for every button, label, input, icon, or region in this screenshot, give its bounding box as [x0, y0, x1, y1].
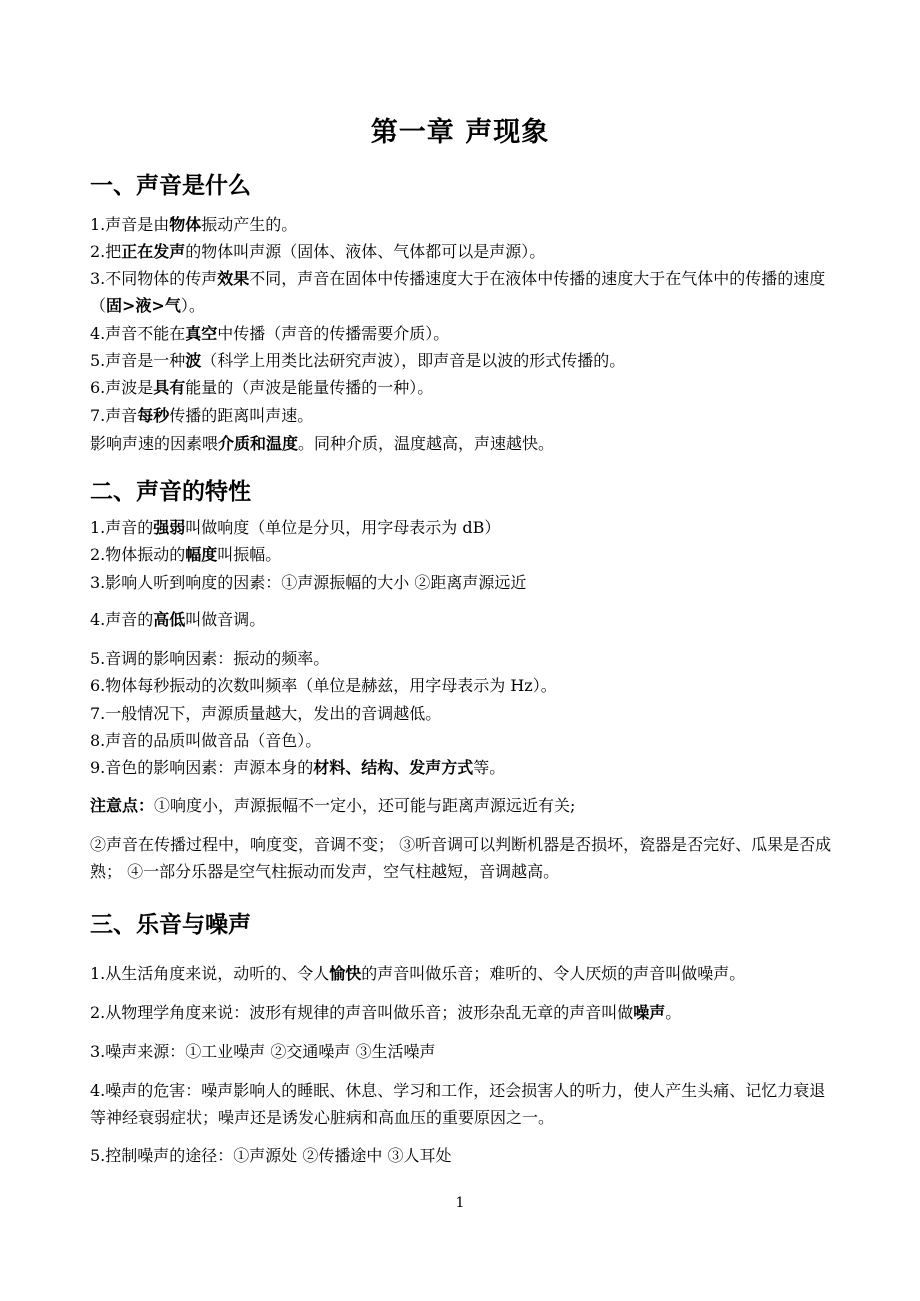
bold-term: 波	[185, 351, 202, 370]
chapter-title: 第一章 声现象	[370, 117, 550, 148]
paragraph: 3.噪声来源：①工业噪声 ②交通噪声 ③生活噪声	[90, 1042, 436, 1061]
bold-term: 具有	[153, 378, 186, 397]
paragraph: 1.从生活角度来说，动听的、令人愉快的声音叫做乐音；难听的、令人厌烦的声音叫做噪声。	[90, 964, 746, 983]
bold-term: 材料、结构、发声方式	[313, 758, 474, 777]
bold-term: 强弱	[153, 518, 186, 537]
paragraph: 影响声速的因素喂介质和温度。同种介质，温度越高，声速越快。	[90, 434, 555, 453]
paragraph: 5.音调的影响因素：振动的频率。	[90, 649, 330, 668]
paragraph: 2.物体振动的幅度叫振幅。	[90, 545, 282, 564]
bold-term: 每秒	[137, 406, 170, 425]
page-number: 1	[455, 1195, 465, 1211]
paragraph: 4.声音不能在真空中传播（声音的传播需要介质）。	[90, 324, 450, 343]
bold-term: 正在发声	[121, 242, 186, 261]
paragraph: 9.音色的影响因素：声源本身的材料、结构、发声方式等。	[90, 758, 506, 777]
paragraph: 6.声波是具有能量的（声波是能量传播的一种）。	[90, 378, 434, 397]
paragraph: 1.声音是由物体振动产生的。	[90, 215, 298, 234]
bold-term: 固>液>气	[106, 296, 181, 315]
bold-term: 真空	[185, 324, 218, 343]
paragraph: 7.声音每秒传播的距离叫声速。	[90, 406, 314, 425]
paragraph: 2.把正在发声的物体叫声源（固体、液体、气体都可以是声源）。	[90, 242, 546, 261]
paragraph: 8.声音的品质叫做音品（音色）。	[90, 731, 322, 750]
bold-term: 愉快	[329, 964, 362, 983]
bold-term: 物体	[169, 215, 202, 234]
paragraph: 7.一般情况下，声源质量越大，发出的音调越低。	[90, 704, 442, 723]
bold-term: 效果	[217, 269, 250, 288]
note-paragraph: 注意点：①响度小，声源振幅不一定小，还可能与距离声源远近有关;	[90, 796, 576, 815]
paragraph: 3.影响人听到响度的因素：①声源振幅的大小 ②距离声源远近	[90, 573, 527, 592]
bold-term: 注意点：	[90, 796, 155, 815]
bold-term: 介质和温度	[218, 434, 299, 453]
paragraph: 5.控制噪声的途径：①声源处 ②传播途中 ③人耳处	[90, 1146, 452, 1165]
bold-term: 高低	[153, 610, 186, 629]
paragraph: 6.物体每秒振动的次数叫频率（单位是赫兹，用字母表示为 Hz）。	[90, 676, 557, 695]
paragraph: 4.噪声的危害：噪声影响人的睡眠、休息、学习和工作，还会损害人的听力，使人产生头痛、记忆力衰退等神经衰弱症状；噪声还是诱发心脏病和高血压的重要原因之一。	[90, 1081, 826, 1127]
section-heading: 三、乐音与噪声	[90, 912, 251, 938]
bold-term: 幅度	[185, 545, 218, 564]
paragraph: 1.声音的强弱叫做响度（单位是分贝，用字母表示为 dB）	[90, 518, 501, 537]
paragraph: 2.从物理学角度来说：波形有规律的声音叫做乐音；波形杂乱无章的声音叫做噪声。	[90, 1003, 682, 1022]
note-paragraph: ②声音在传播过程中，响度变，音调不变； ③听音调可以判断机器是否损坏，瓷器是否完好、瓜果是否成熟； ④一部分乐器是空气柱振动而发声，空气柱越短，音调越高。	[90, 835, 832, 881]
section-heading: 一、声音是什么	[90, 173, 251, 199]
paragraph: 4.声音的高低叫做音调。	[90, 610, 266, 629]
paragraph: 5.声音是一种波（科学上用类比法研究声波），即声音是以波的形式传播的。	[90, 351, 626, 370]
bold-term: 噪声	[633, 1003, 666, 1022]
section-heading: 二、声音的特性	[90, 479, 251, 505]
paragraph: 3.不同物体的传声效果不同，声音在固体中传播速度大于在液体中传播的速度大于在气体中的传播的速度（固>液>气）。	[90, 269, 826, 315]
